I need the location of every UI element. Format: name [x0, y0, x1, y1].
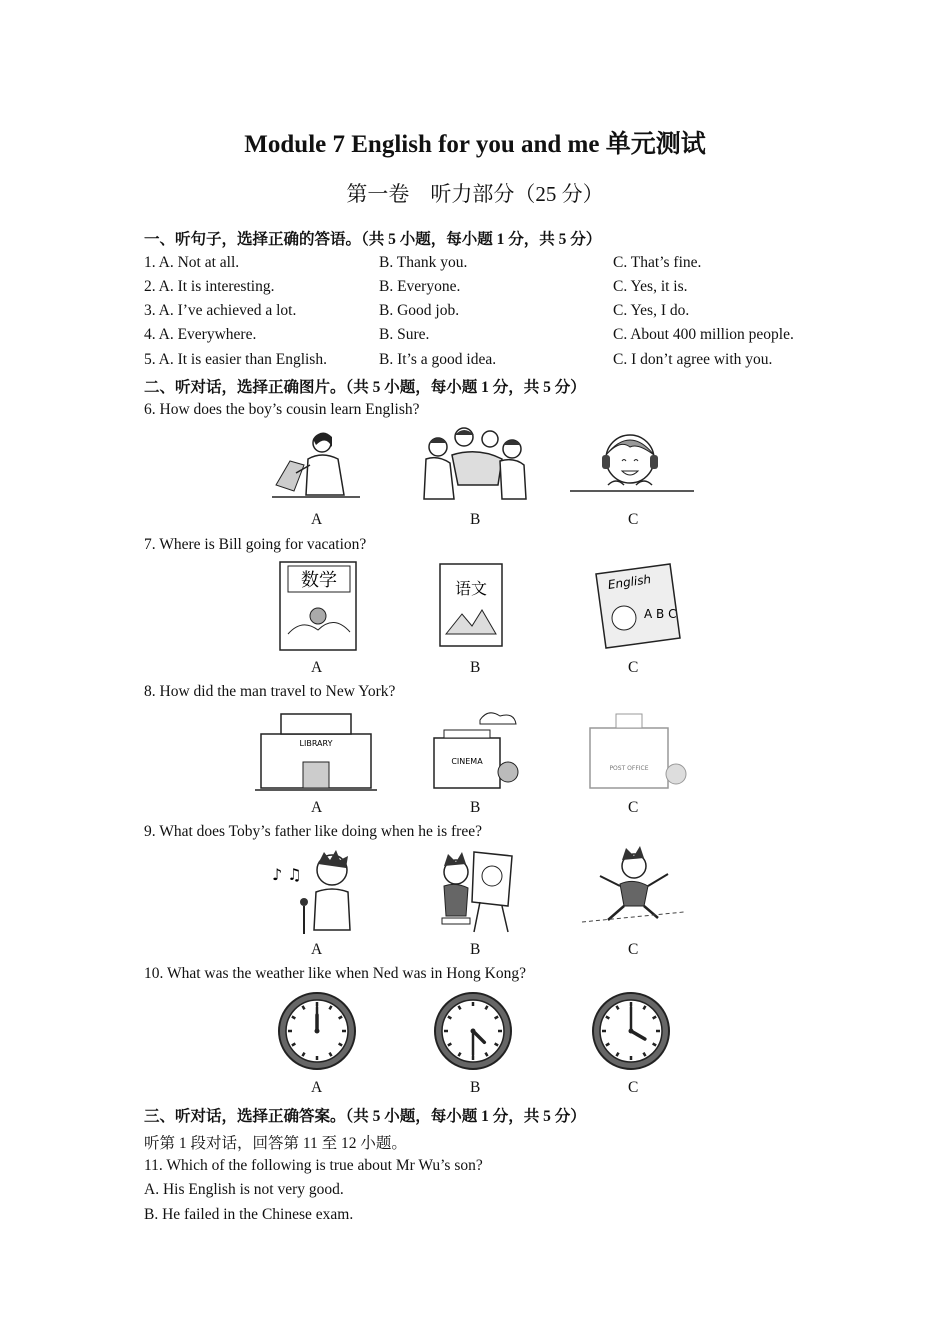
cinema-sign: CINEMA: [451, 757, 483, 766]
q4-option-b: B. Sure.: [379, 326, 430, 343]
q8-label-b: B: [470, 799, 481, 816]
q8-question: 8. How did the man travel to New York?: [144, 683, 396, 700]
svg-text:♪ ♫: ♪ ♫: [272, 865, 302, 884]
chinese-book-image: [436, 560, 506, 650]
girl-headphones-image: [568, 425, 696, 497]
math-book-title: 数学: [301, 570, 337, 591]
q8-label-c: C: [628, 799, 639, 816]
q9-label-c: C: [628, 941, 639, 958]
q10-label-a: A: [311, 1079, 323, 1096]
q7-label-a: A: [311, 659, 323, 676]
part3-intro: 听第 1 段对话，回答第 11 至 12 小题。: [144, 1135, 407, 1152]
q1-option-a: 1. A. Not at all.: [144, 254, 240, 271]
page-title: Module 7 English for you and me 单元测试: [244, 131, 706, 158]
q6-label-b: B: [470, 511, 481, 528]
clock-12-image: [276, 990, 358, 1072]
q11-option-b: B. He failed in the Chinese exam.: [144, 1206, 354, 1223]
math-book-image: [278, 560, 358, 652]
q10-label-c: C: [628, 1079, 639, 1096]
post-office-sign: POST OFFICE: [609, 765, 649, 772]
q6-label-a: A: [311, 511, 323, 528]
running-man-image: [578, 846, 688, 930]
q9-question: 9. What does Toby’s father like doing when he is free?: [144, 823, 482, 840]
section-heading-2: 二、听对话，选择正确图片。（共 5 小题，每小题 1 分，共 5 分）: [144, 379, 586, 396]
svg-text:A B C: A B C: [644, 607, 677, 621]
q9-label-a: A: [311, 941, 323, 958]
section-heading-1: 一、听句子，选择正确的答语。（共 5 小题，每小题 1 分，共 5 分）: [144, 231, 602, 248]
painting-man-image: [436, 846, 518, 936]
section-heading-3: 三、听对话，选择正确答案。（共 5 小题，每小题 1 分，共 5 分）: [144, 1108, 586, 1125]
library-sign: LIBRARY: [299, 739, 333, 748]
q1-option-b: B. Thank you.: [379, 254, 468, 271]
q7-question: 7. Where is Bill going for vacation?: [144, 536, 367, 553]
cinema-building-image: [424, 708, 524, 792]
q2-option-a: 2. A. It is interesting.: [144, 278, 275, 295]
q4-option-c: C. About 400 million people.: [613, 326, 794, 343]
q5-option-b: B. It’s a good idea.: [379, 351, 497, 368]
q3-option-b: B. Good job.: [379, 302, 460, 319]
q4-option-a: 4. A. Everywhere.: [144, 326, 257, 343]
q5-option-a: 5. A. It is easier than English.: [144, 351, 327, 368]
q3-option-a: 3. A. I’ve achieved a lot.: [144, 302, 297, 319]
library-building-image: [255, 708, 377, 794]
post-office-building-image: [578, 708, 688, 792]
english-book-image: [586, 560, 684, 652]
clock-430-image: [432, 990, 514, 1072]
q2-option-c: C. Yes, it is.: [613, 278, 688, 295]
students-group-image: [418, 425, 530, 503]
girl-reading-image: [270, 425, 362, 500]
q10-label-b: B: [470, 1079, 481, 1096]
q2-option-b: B. Everyone.: [379, 278, 461, 295]
q1-option-c: C. That’s fine.: [613, 254, 702, 271]
page-subtitle: 第一卷 听力部分（25 分）: [346, 182, 604, 206]
q5-option-c: C. I don’t agree with you.: [613, 351, 773, 368]
q11-question: 11. Which of the following is true about Mr Wu’s son?: [144, 1157, 483, 1174]
singing-man-image: [268, 846, 366, 936]
q7-label-c: C: [628, 659, 639, 676]
q8-label-a: A: [311, 799, 323, 816]
q6-label-c: C: [628, 511, 639, 528]
q11-option-a: A. His English is not very good.: [144, 1181, 344, 1198]
q3-option-c: C. Yes, I do.: [613, 302, 690, 319]
chinese-book-title: 语文: [454, 579, 488, 598]
q10-question: 10. What was the weather like when Ned was in Hong Kong?: [144, 965, 526, 982]
clock-4-image: [590, 990, 672, 1072]
english-book-title: English: [607, 572, 652, 592]
q9-label-b: B: [470, 941, 481, 958]
q7-label-b: B: [470, 659, 481, 676]
q6-question: 6. How does the boy’s cousin learn English?: [144, 401, 420, 418]
